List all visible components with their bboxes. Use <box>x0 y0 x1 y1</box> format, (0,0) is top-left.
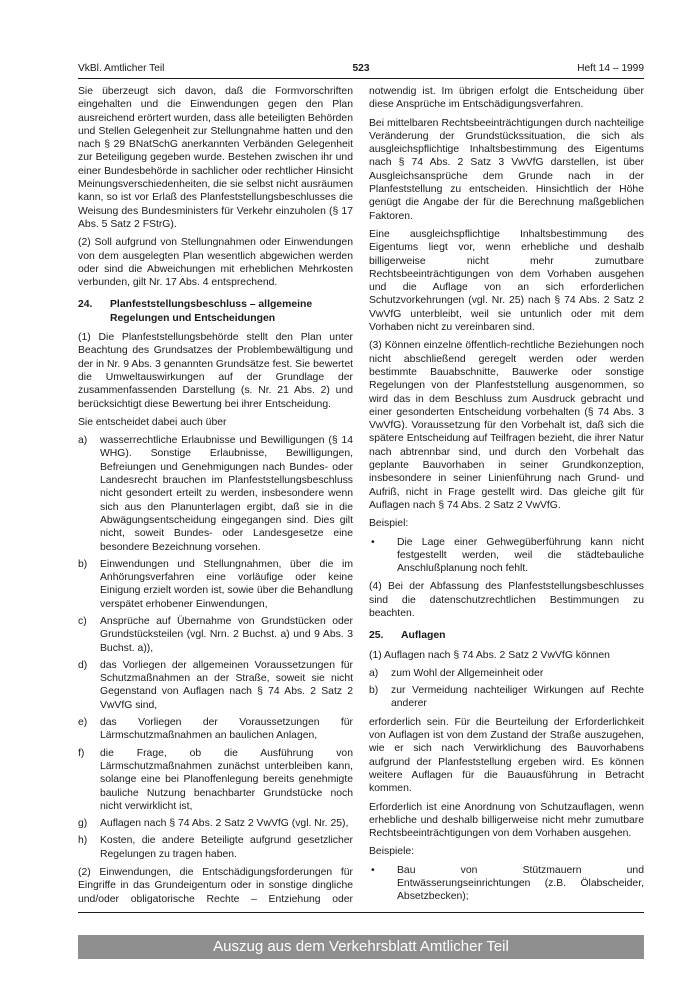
section-number: 25. <box>369 630 384 642</box>
bullet-item: • Die Lage einer Gehwegüberführung kann nicht festgestellt werden, weil die städtebauliche Anschlußplanung noch fehlt. <box>371 536 644 575</box>
list-item: b) zur Vermeidung nachteiliger Wirkungen auf Rechte anderer <box>369 685 644 710</box>
list-item: e) das Vorliegen der Voraussetzungen für Lärmschutzmaßnahmen an baulichen Anlagen, <box>78 717 353 742</box>
running-header <box>78 60 644 78</box>
section-title: Planfeststellungsbeschluss – allgemeine Regelungen und Entscheidungen <box>110 299 313 324</box>
journal-name: VkBl. Amtlicher Teil <box>78 63 165 74</box>
paragraph: erforderlich sein. Für die Beurteilung der Erforderlichkeit von Auflagen ist von dem Zustand der Straße auszugehen, wie er sich nach Verwirklichung des Bauvorhabens aufgrund der Planfeststellung ergeben wird. Es können weitere Auflagen für die Bauausführung in Betracht kommen. <box>369 716 644 795</box>
paragraph: Beispiele: <box>369 846 415 858</box>
paragraph: Erforderlich ist eine Anordnung von Schutzauflagen, wenn erhebliche und deshalb billigerweise nicht mehr zumutbare Rechtsbeeinträchtigungen von dem Vorhaben ausgehen. <box>369 801 644 840</box>
section-title: Auflagen <box>401 630 446 642</box>
list-item: c) Ansprüche auf Übernahme von Grundstücken oder Grundstücksteilen (vgl. Nrn. 2 Buchst. a) und 9 Abs. 3 Buchst. a)), <box>78 615 353 654</box>
paragraph: (2) Einwendungen, die Entschädigungsforderungen für Eingriffe in das Grundeigentum oder in sonstige dingliche und/oder obligatorische Rechte – Entziehung oder <box>78 867 353 905</box>
page-number: 523 <box>352 63 370 74</box>
right-column <box>369 85 644 907</box>
paragraph: (1) Die Planfeststellungsbehörde stellt den Plan unter Beachtung des Grundsatzes der Problembewältigung und der in Nr. 9 Abs. 3 genannten Grundsätze fest. Sie bewertet die Umweltauswirkungen auf der Grundlage der zusammenfassenden Darstellung (s. Nr. 21 Abs. 2) und berücksichtigt diese Bewertung bei ihrer Entscheidung. <box>78 332 353 410</box>
bullet-marker: • <box>371 536 375 548</box>
bullet-item: • Bau von Stützmauern und Entwässerungseinrichtungen (z.B. Ölabscheider, Absetzbecken); <box>371 864 644 903</box>
paragraph: Sie überzeugt sich davon, daß die Formvorschriften eingehalten und die Einwendungen gegen den Plan ausreichend erörtert wurden, dass alle beteiligten Behörden und Stellen Gelegenheit zur Stellungnahme hatten und den nach § 29 BNatSchG anerkannten Verbänden Gelegenheit zur Beteiligung gegeben wurde. Bestehen zwischen ihr und einer Bundesbehörde in sachlicher oder rechtlicher Hinsicht Meinungsverschiedenheiten, die sie selbst nicht ausräumen kann, so ist vor Erlaß des Planfeststellungsbeschlusses die Weisung des Bundesministers für Verkehr einzuholen (§ 17 Abs. 5 Satz 2 FStrG). <box>78 86 353 230</box>
section-24-heading <box>78 298 353 325</box>
paragraph: (4) Bei der Abfassung des Planfeststellungsbeschlusses sind die datenschutzrechtlichen Bestimmungen zu beachten. <box>369 581 644 619</box>
paragraph: (1) Auflagen nach § 74 Abs. 2 Satz 2 VwVfG können <box>369 649 610 661</box>
list-item: g) Auflagen nach § 74 Abs. 2 Satz 2 VwVfG (vgl. Nr. 25), <box>78 818 349 830</box>
list-item: a) zum Wohl der Allgemeinheit oder <box>369 667 544 679</box>
auflagen-list <box>369 667 644 711</box>
bullet-marker: • <box>371 864 375 876</box>
paragraph: Beispiel: <box>369 518 409 530</box>
list-item: d) das Vorliegen der allgemeinen Voraussetzungen für Schutzmaßnahmen an der Straße, soweit sie nicht Gegenstand von Auflagen nach § 74 Abs. 2 Satz 2 VwVfG sind, <box>78 659 353 711</box>
section-number: 24. <box>78 299 93 311</box>
issue-label: Heft 14 – 1999 <box>577 63 644 74</box>
paragraph: Bei mittelbaren Rechtsbeeinträchtigungen durch nachteilige Veränderung der Grundstückssituation, die sich als ausgleichspflichtige Inhaltsbestimmung des Eigentums nach § 74 Abs. 2 Satz 3 VwVfG darstellen, ist über Ausgleichsansprüche dem Grunde nach in der Planfeststellung zu entscheiden. Hinsichtlich der Höhe genügt die Angabe der für die Berechnung maßgeblichen Faktoren. <box>369 117 644 222</box>
left-column <box>78 85 353 907</box>
list-item: b) Einwendungen und Stellungnahmen, über die im Anhörungsverfahren eine vorläufige oder keine Einigung erzielt worden ist, sowie über die Behandlung verspätet erhobener Einwendungen, <box>78 558 353 610</box>
header-rule <box>78 78 644 79</box>
paragraph: (2) Soll aufgrund von Stellungnahmen oder Einwendungen von dem ausgelegten Plan wesentlich abgewichen werden oder sind die Abweichungen mit erheblichen Mehrkosten verbunden, gilt Nr. 17 Abs. 4 entsprechend. <box>78 237 353 289</box>
list-item: h) Kosten, die andere Beteiligte aufgrund gesetzlicher Regelungen zu tragen haben. <box>78 835 353 860</box>
paragraph: notwendig ist. Im übrigen erfolgt die Entscheidung über diese Ansprüche im Entschädigungsverfahren. <box>369 86 644 111</box>
footer-banner: Auszug aus dem Verkehrsblatt Amtlicher Teil <box>78 935 644 959</box>
list-item: f) die Frage, ob die Ausführung von Lärmschutzmaßnahmen zunächst unterbleiben kann, solange eine bei Planoffenlegung bereits genehmigte bauliche Nutzung benachbarter Grundstücke noch nicht verwirklicht ist, <box>78 747 353 812</box>
section-25-heading <box>369 629 644 642</box>
paragraph: Eine ausgleichspflichtige Inhaltsbestimmung des Eigentums liegt vor, wenn erhebliche und deshalb billigerweise nicht mehr zumutbare Rechtsbeeinträchtigungen von dem Vorhaben ausgehen und die Auflage von an sich erforderlichen Schutzvorkehrungen (vgl. Nr. 25) nach § 74 Abs. 2 Satz 2 VwVfG unterbleibt, weil sie untunlich oder mit dem Vorhaben nicht zu vereinbaren sind. <box>369 228 644 334</box>
decision-list <box>78 434 353 861</box>
paragraph: (3) Können einzelne öffentlich-rechtliche Beziehungen noch nicht abschließend geregelt werden oder werden bestimmte Bauabschnitte, Bauwerke oder sonstige Regelungen von der Planfeststellung ausgenommen, so wird das in dem Beschluss zum Ausdruck gebracht und einer gesonderten Entscheidung vorbehalten (§ 74 Abs. 3 VwVfG). Voraussetzung für den Vorbehalt ist, daß sich die spätere Entscheidung auf Teilfragen bezieht, die ihrer Natur nach abtrennbar sind, und durch den Vorbehalt das geplante Bauvorhaben in seiner Grundkonzeption, insbesondere in seiner Linienführung nach Grund- und Aufriß, nicht in Frage gestellt wird. Das gleiche gilt für Auflagen nach § 74 Abs. 2 Satz 2 VwVfG. <box>369 340 644 511</box>
list-item: a) wasserrechtliche Erlaubnisse und Bewilligungen (§ 14 WHG). Sonstige Erlaubnisse, Bewilligungen, Befreiungen und Genehmigungen nach Bundes- oder Landesrecht brauchen im Planfeststellungsbeschluss nicht gesondert erteilt zu werden, insbesondere wenn sich aus den Planunterlagen ergibt, daß sie in die Abwägungsentscheidung eingegangen sind. Dies gilt nicht, soweit Bundes- oder Landesgesetze eine besondere Bezeichnung vorsehen. <box>78 435 353 553</box>
footer-rule <box>78 912 644 913</box>
paragraph: Sie entscheidet dabei auch über <box>78 416 227 428</box>
